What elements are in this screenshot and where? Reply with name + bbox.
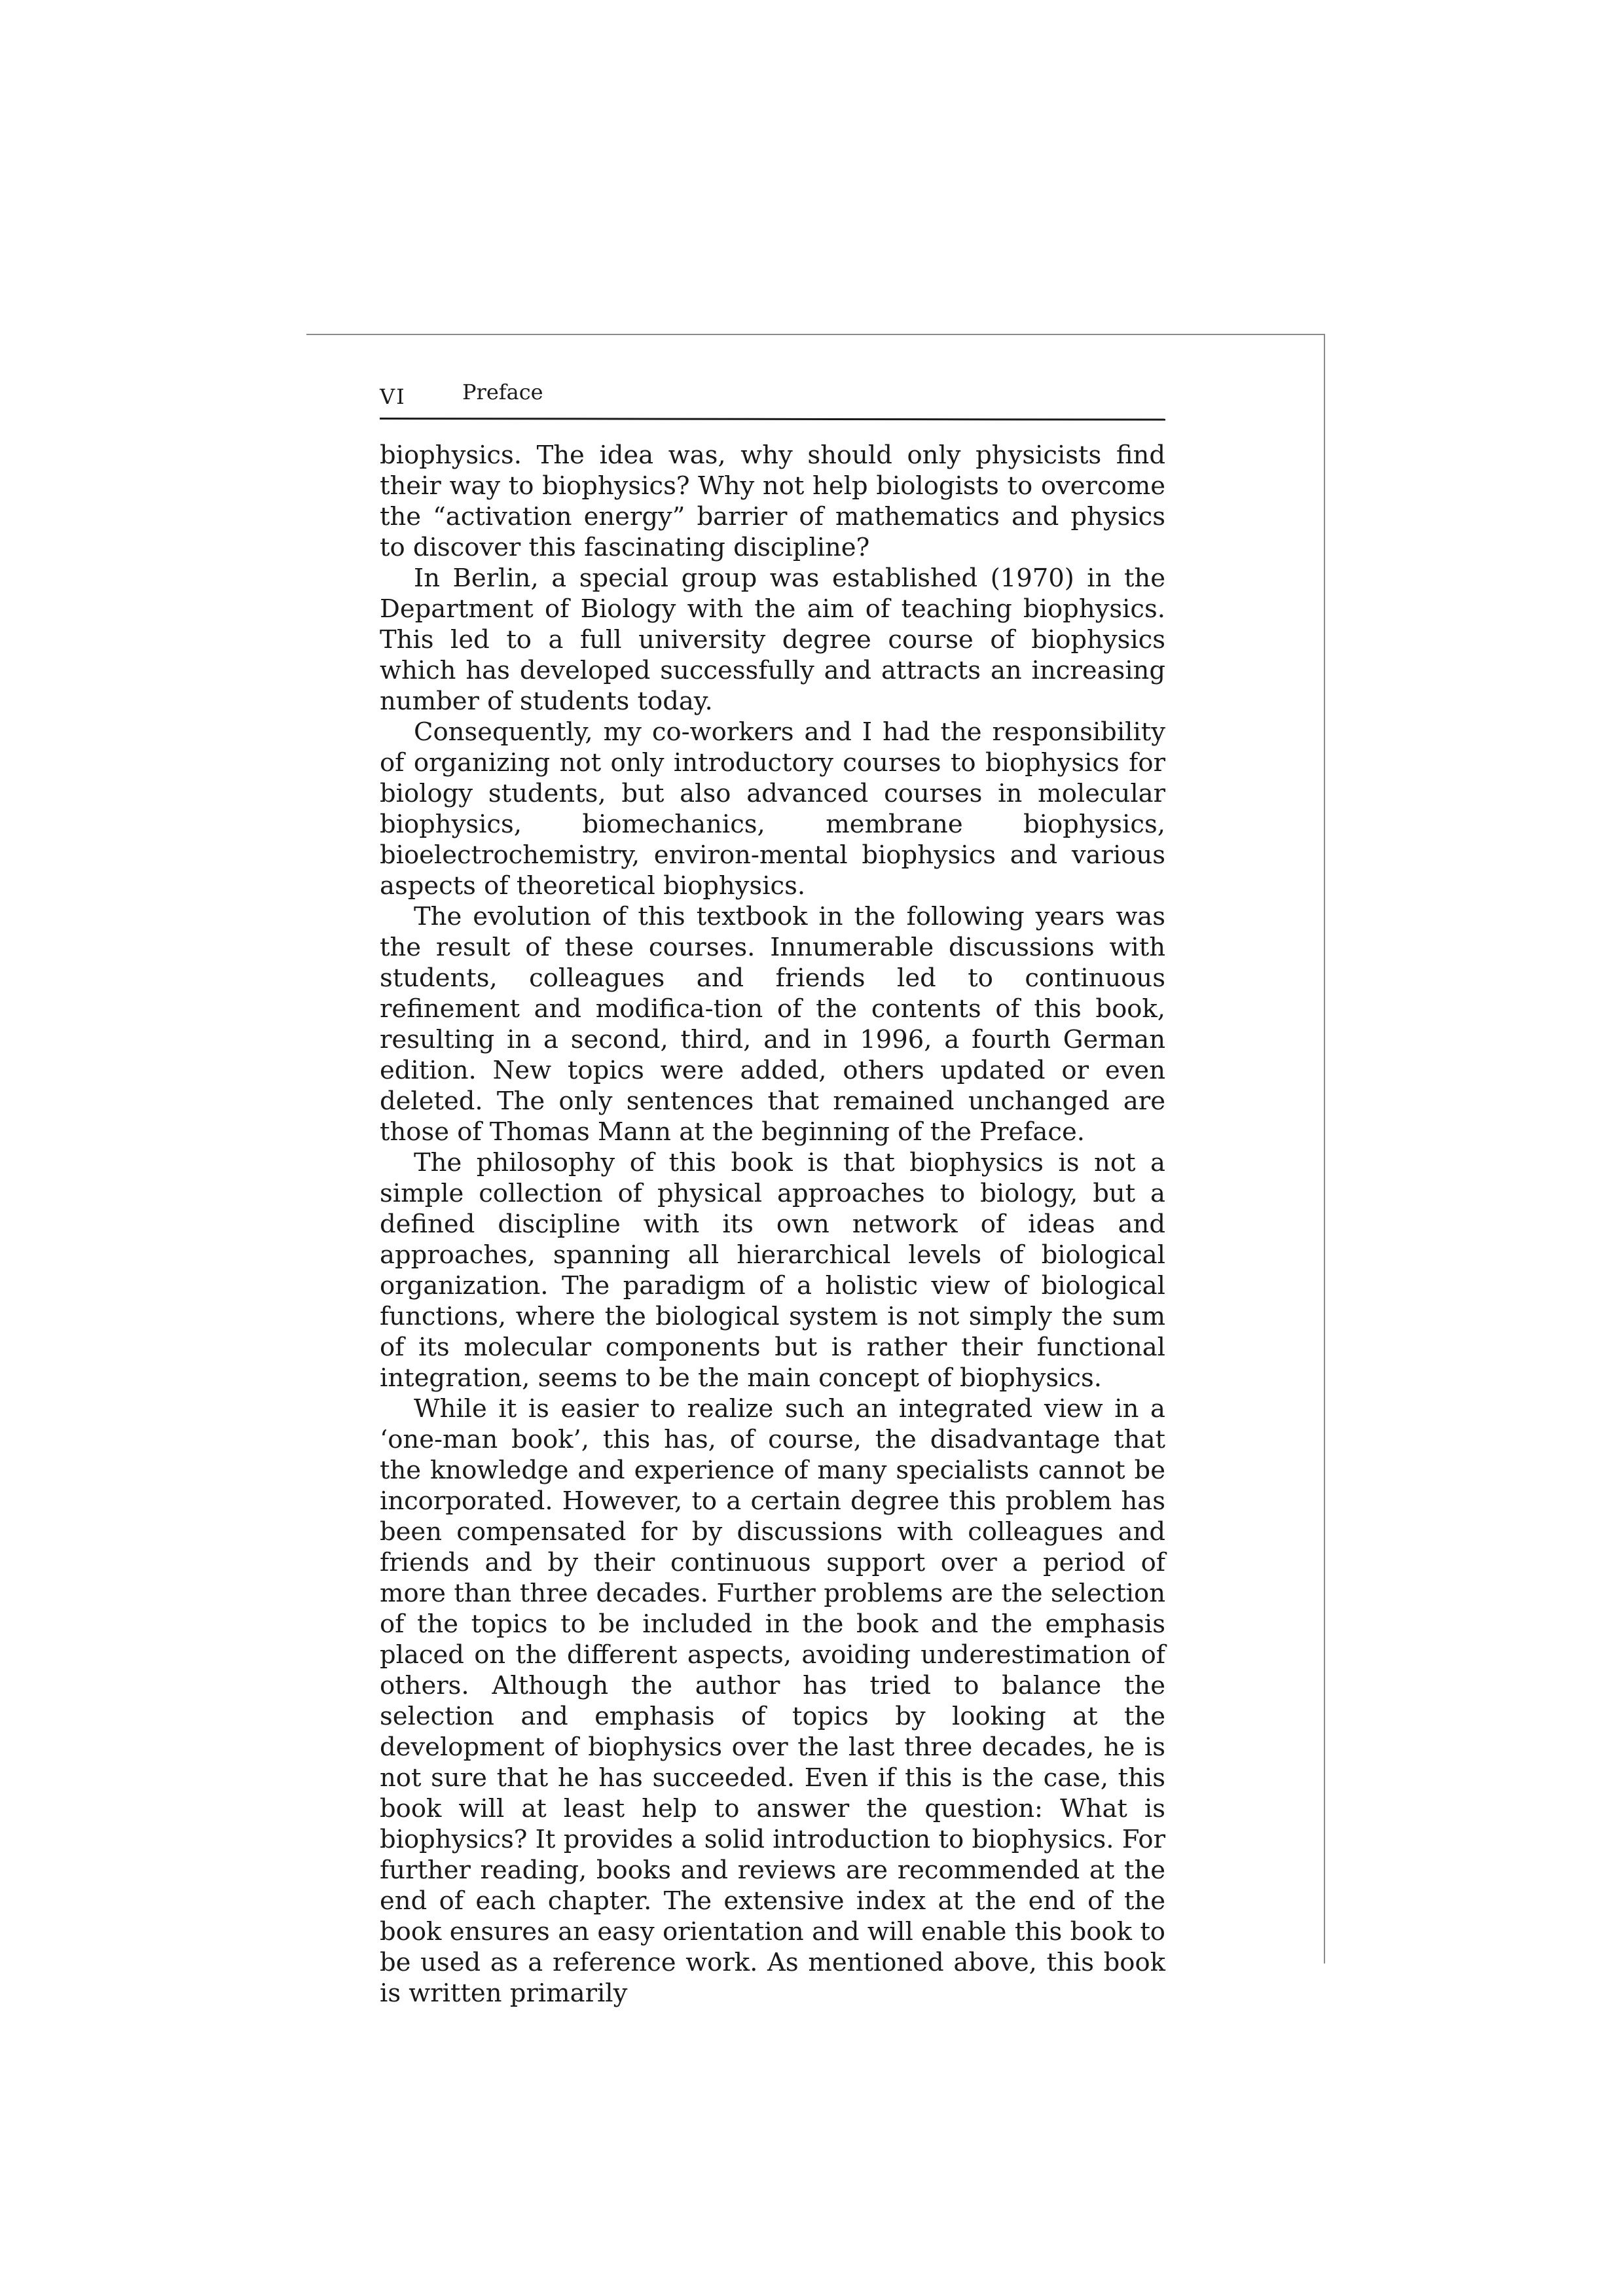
crop-mark-top <box>306 334 1325 335</box>
running-head-title: Preface <box>462 380 543 404</box>
page-number: VI <box>380 384 406 409</box>
paragraph-1: biophysics. The idea was, why should only physicists find their way to biophysics? Why not help biologists to overcome the “activation energy” barrier of mathematics and physics to discover this fascinating discipline? <box>380 440 1165 562</box>
body-text <box>380 440 1165 2009</box>
paragraph-5: The philosophy of this book is that biophysics is not a simple collection of physical approaches to biology, but a defined discipline with its own network of ideas and approaches, spanning all hierarchical levels of biological organization. The paradigm of a holistic view of biological functions, where the biological system is not simply the sum of its molecular components but is rather their functional integration, seems to be the main concept of biophysics. <box>380 1148 1165 1393</box>
header-rule <box>380 418 1165 421</box>
paragraph-2: In Berlin, a special group was established (1970) in the Department of Biology with the aim of teaching biophysics. This led to a full university degree course of biophysics which has developed successfully and attracts an increasing number of students today. <box>380 564 1165 716</box>
crop-mark-right <box>1324 334 1325 1964</box>
paragraph-4: The evolution of this textbook in the following years was the result of these courses. Innumerable discussions with students, colleagues and friends led to continuous refinement and modifica-tion of the contents of this book, resulting in a second, third, and in 1996, a fourth German edition. New topics were added, others updated or even deleted. The only sentences that remained unchanged are those of Thomas Mann at the beginning of the Preface. <box>380 902 1165 1147</box>
running-head <box>380 376 1165 416</box>
paragraph-6: While it is easier to realize such an integrated view in a ‘one-man book’, this has, of course, the disadvantage that the knowledge and experience of many specialists cannot be incorporated. However, to a certain degree this problem has been compensated for by discussions with colleagues and friends and by their continuous support over a period of more than three decades. Further problems are the selection of the topics to be included in the book and the emphasis placed on the different aspects, avoiding underestimation of others. Although the author has tried to balance the selection and emphasis of topics by looking at the development of biophysics over the last three decades, he is not sure that he has succeeded. Even if this is the case, this book will at least help to answer the question: What is biophysics? It provides a solid introduction to biophysics. For further reading, books and reviews are recommended at the end of each chapter. The extensive index at the end of the book ensures an easy orientation and will enable this book to be used as a reference work. As mentioned above, this book is written primarily <box>380 1394 1165 2008</box>
paragraph-3: Consequently, my co-workers and I had the responsibility of organizing not only introductory courses to biophysics for biology students, but also advanced courses in molecular biophysics, biomechanics, membrane biophysics, bioelectrochemistry, environ-mental biophysics and various aspects of theoretical biophysics. <box>380 717 1165 901</box>
